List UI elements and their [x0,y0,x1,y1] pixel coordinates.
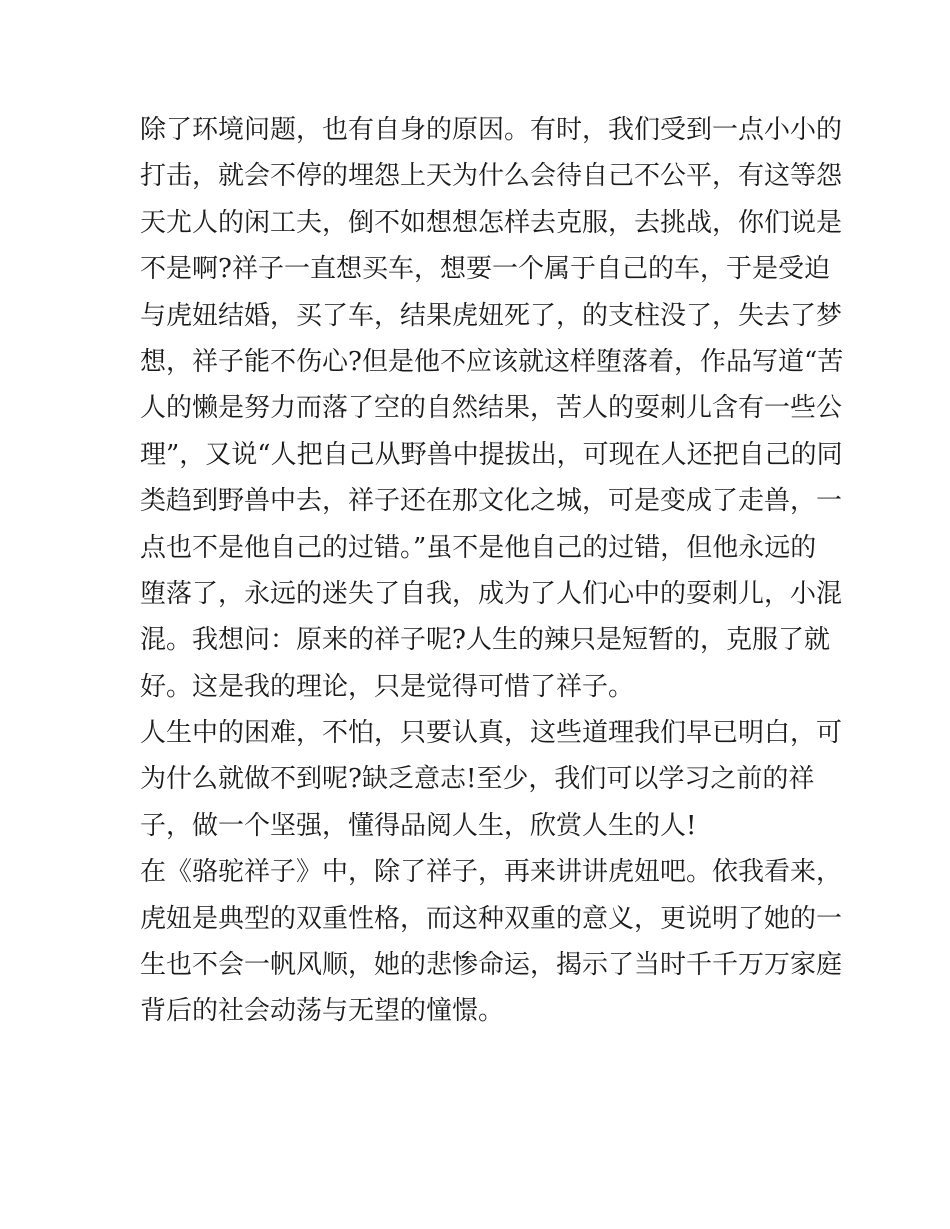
text-line: 混。我想问：原来的祥子呢?人生的辣只是短暂的，克服了就 [140,625,830,656]
text-line: 人的懒是努力而落了空的自然结果，苦人的耍刺儿含有一些公 [140,393,843,424]
text-line: 子，做一个坚强，懂得品阅人生，欣赏人生的人! [140,810,697,841]
body-text [140,107,844,1035]
text-line: 与虎妞结婚，买了车，结果虎妞死了，的支柱没了，失去了梦 [140,300,843,331]
text-line: 理”，又说“人把自己从野兽中提拔出，可现在人还把自己的同 [140,439,843,470]
text-line: 类趋到野兽中去，祥子还在那文化之城，可是变成了走兽，一 [140,486,843,517]
text-line: 堕落了，永远的迷失了自我，成为了人们心中的耍刺儿，小混 [140,578,843,609]
text-line: 除了环境问题，也有自身的原因。有时，我们受到一点小小的 [140,115,843,145]
text-line: 好。这是我的理论，只是觉得可惜了祥子。 [140,671,635,702]
text-line: 点也不是他自己的过错。”虽不是他自己的过错，但他永远的 [140,532,817,563]
text-line: 想，祥子能不伤心?但是他不应该就这样堕落着，作品写道“苦 [140,346,844,377]
text-line: 天尤人的闲工夫，倒不如想想怎样去克服，去挑战，你们说是 [140,207,843,238]
text-line: 在《骆驼祥子》中，除了祥子，再来讲讲虎妞吧。依我看来， [140,857,843,888]
text-line: 为什么就做不到呢?缺乏意志!至少，我们可以学习之前的祥 [140,764,815,795]
text-line: 生也不会一帆风顺，她的悲惨命运，揭示了当时千千万万家庭 [140,950,843,981]
text-line: 打击，就会不停的埋怨上天为什么会待自己不公平，有这等怨 [140,161,843,192]
text-line: 背后的社会动荡与无望的憧憬。 [140,996,505,1027]
text-line: 虎妞是典型的双重性格，而这种双重的意义，更说明了她的一 [140,903,843,934]
text-line: 不是啊?祥子一直想买车，想要一个属于自己的车，于是受迫 [140,254,830,285]
text-line: 人生中的困难，不怕，只要认真，这些道理我们早已明白，可 [140,718,843,749]
